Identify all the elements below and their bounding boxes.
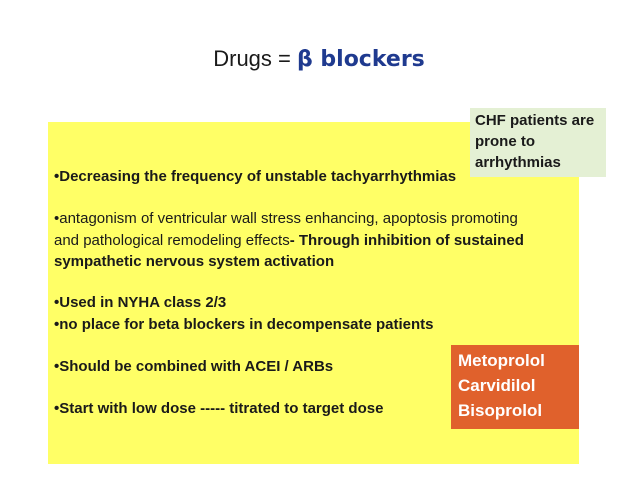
bullet-antagonism-line1: •antagonism of ventricular wall stress enhancing, apoptosis promoting — [54, 210, 518, 227]
bullet-antagonism-line3: sympathetic nervous system activation — [54, 253, 335, 270]
callout-text — [475, 110, 594, 173]
bullet-antagonism-line2-plain: and pathological remodeling effects — [54, 232, 290, 249]
slide-title — [0, 46, 638, 72]
bullet-antagonism-line2 — [54, 230, 524, 252]
bullet-low-dose: •Start with low dose ----- titrated to target dose — [54, 400, 384, 417]
drug-list — [458, 348, 545, 423]
callout-line2: prone to — [475, 133, 535, 150]
bullet-combined: •Should be combined with ACEI / ARBs — [54, 358, 334, 375]
bullet-no-place: •no place for beta blockers in decompensate patients — [54, 316, 434, 333]
callout-line1: CHF patients are — [475, 112, 595, 129]
drug-metoprolol: Metoprolol — [458, 351, 545, 370]
bullet-tachyarrhythmias: •Decreasing the frequency of unstable tachyarrhythmias — [54, 168, 457, 185]
callout-line3: arrhythmias — [475, 154, 561, 171]
drug-carvidilol: Carvidilol — [458, 376, 536, 395]
title-prefix: Drugs = — [213, 46, 297, 71]
title-accent: β blockers — [297, 47, 425, 72]
bullet-antagonism-line2-bold: - Through inhibition of sustained — [289, 232, 524, 249]
bullet-nyha: •Used in NYHA class 2/3 — [54, 294, 227, 311]
drug-bisoprolol: Bisoprolol — [458, 401, 543, 420]
